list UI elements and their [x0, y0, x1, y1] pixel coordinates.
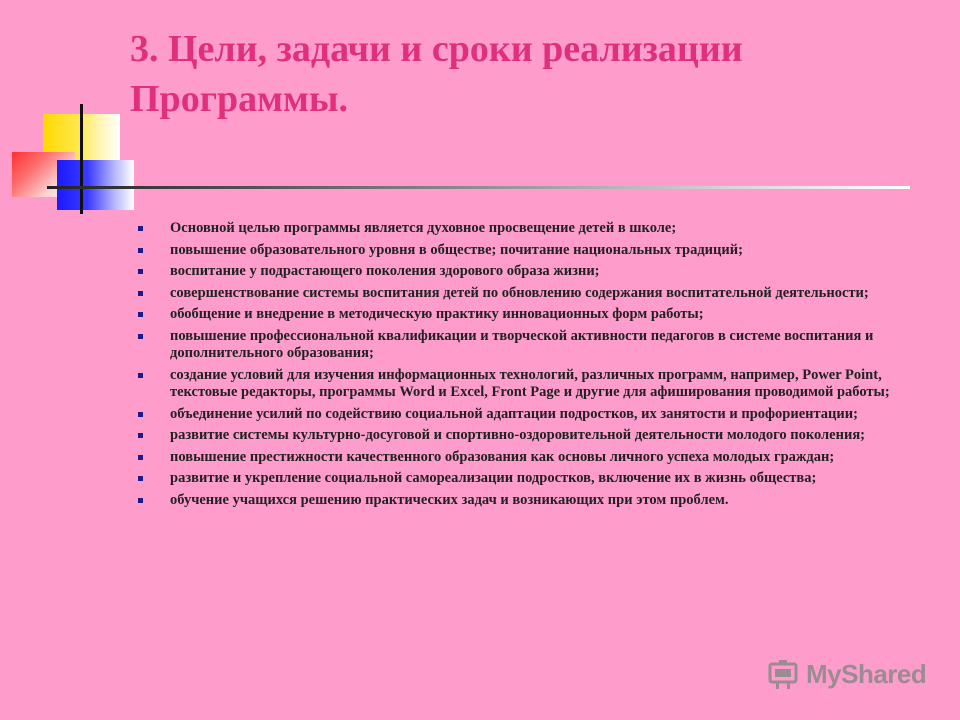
bullet-item: повышение образовательного уровня в обществе; почитание национальных традиций;: [134, 242, 924, 260]
slide-title: 3. Цели, задачи и сроки реализации Программы.: [130, 28, 743, 120]
myshared-logo-icon: [766, 658, 800, 690]
watermark: [766, 654, 926, 694]
bullet-list: [134, 220, 924, 513]
bullet-item: совершенствование системы воспитания детей по обновлению содержания воспитательной деятельности;: [134, 285, 924, 303]
watermark-text: MyShared: [806, 658, 927, 689]
vertical-rule: [80, 104, 83, 214]
bullet-item: объединение усилий по содействию социальной адаптации подростков, их занятости и профориентации;: [134, 406, 924, 424]
bullet-item: повышение престижности качественного образования как основы личного успеха молодых граждан;: [134, 449, 924, 467]
bullet-item: повышение профессиональной квалификации и творческой активности педагогов в системе воспитания и дополнительного образования;: [134, 328, 924, 363]
bullet-item: создание условий для изучения информационных технологий, различных программ, например, Power Point, текстовые редакторы, программы Word и Excel, Front Page и другие для афиширования проводимой работы;: [134, 367, 924, 402]
bullet-item: обобщение и внедрение в методическую практику инновационных форм работы;: [134, 306, 924, 324]
horizontal-rule: [47, 186, 910, 189]
bullet-item: воспитание у подрастающего поколения здорового образа жизни;: [134, 263, 924, 281]
bullet-item: обучение учащихся решению практических задач и возникающих при этом проблем.: [134, 492, 924, 510]
bullet-item: Основной целью программы является духовное просвещение детей в школе;: [134, 220, 924, 238]
bullet-item: развитие системы культурно-досуговой и спортивно-оздоровительной деятельности молодого поколения;: [134, 427, 924, 445]
blue-square: [57, 160, 134, 210]
bullet-item: развитие и укрепление социальной самореализации подростков, включение их в жизнь общества;: [134, 470, 924, 488]
